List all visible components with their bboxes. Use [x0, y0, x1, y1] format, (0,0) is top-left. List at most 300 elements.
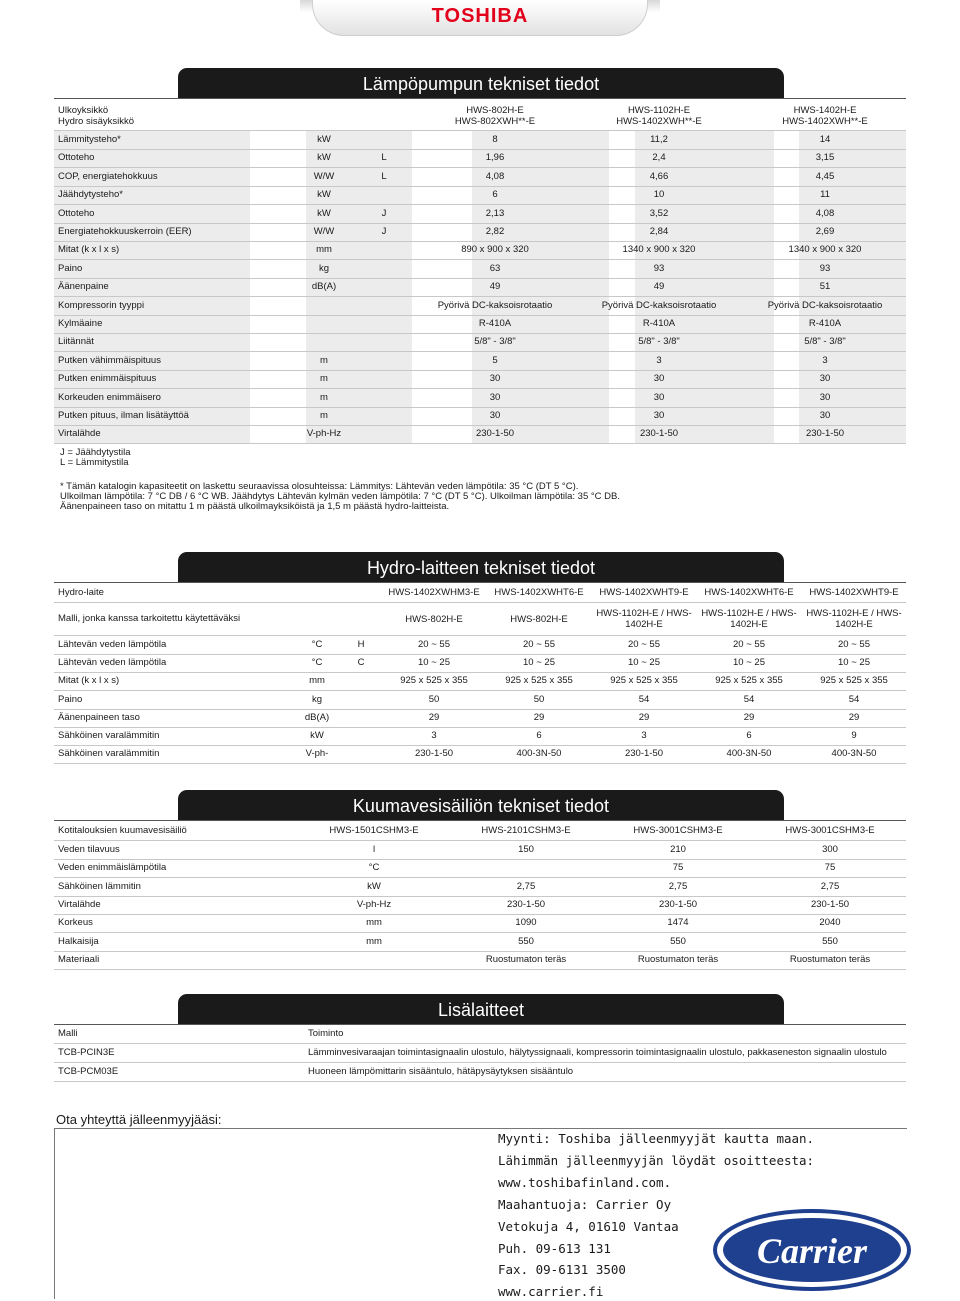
row-value: 890 x 900 x 320 [461, 244, 529, 256]
model-header-line2: HWS-802XWH**-E [454, 116, 536, 127]
row-value: 5/8" - 3/8" [638, 336, 680, 348]
row-value: 6 [492, 189, 498, 201]
row-value: Ruostumaton teräs [637, 953, 719, 965]
row-value: 230-1-50 [639, 428, 679, 440]
row-label: Korkeuden enimmäisero [58, 391, 161, 403]
row-mode [336, 709, 386, 727]
row-unit: kW [367, 880, 381, 892]
tank-header-row [54, 822, 906, 840]
row-value: 3,52 [649, 207, 669, 219]
row-value: 30 [819, 410, 831, 421]
row-value: 2,82 [485, 226, 505, 237]
row-mode: J [381, 207, 387, 219]
row-rule [54, 370, 906, 371]
row-mode [359, 186, 409, 204]
row-value: R-410A [808, 318, 842, 329]
contact-line: Maahantuoja: Carrier Oy [498, 1196, 672, 1212]
row-label: Äänenpaine [58, 281, 109, 293]
row-rule [54, 296, 906, 297]
row-label: Jäähdytysteho* [58, 189, 123, 201]
row-value: 30 [819, 373, 831, 385]
row-value: 925 x 525 x 355 [400, 675, 468, 687]
row-value: 14 [819, 134, 831, 145]
table-row [54, 672, 906, 690]
model-header-line1: HWS-802H-E [466, 105, 524, 116]
row-value: 4,08 [815, 207, 835, 219]
row-value: 11,2 [650, 134, 668, 145]
row-mode: C [357, 657, 365, 669]
row-value: 10 ~ 25 [628, 657, 660, 669]
row-value: Ruostumaton teräs [789, 953, 871, 965]
row-value [456, 859, 596, 877]
footnotes [60, 482, 620, 512]
row-value: Ruostumaton teräs [485, 953, 567, 965]
row-value: 49 [653, 281, 665, 293]
row-label: Ottoteho [58, 152, 95, 164]
row-label: Liitännät [58, 336, 94, 348]
row-rule [54, 333, 906, 334]
table-row [54, 914, 906, 932]
row-rule [54, 278, 906, 279]
table-row [54, 389, 906, 407]
row-rule [54, 259, 906, 260]
toshiba-logo: TOSHIBA [431, 5, 529, 27]
accessory-model: TCB-PCM03E [58, 1065, 119, 1077]
row-unit [324, 951, 424, 969]
tank-header-label: Kotitalouksien kuumavesisäiliö [58, 825, 187, 836]
row-label: Veden tilavuus [58, 844, 120, 855]
hydro-header-rule [54, 602, 906, 603]
row-unit: kW [317, 189, 331, 201]
row-value: 51 [819, 281, 831, 293]
hydro-model: HWS-1402XWHM3-E [388, 587, 480, 598]
row-unit: kW [317, 152, 331, 164]
row-value: 29 [638, 711, 650, 723]
row-value: 50 [533, 693, 545, 705]
row-value: 30 [653, 410, 665, 421]
row-rule [54, 186, 906, 187]
row-unit: m [320, 391, 328, 403]
row-rule [54, 407, 906, 408]
row-unit: W/W [313, 170, 335, 182]
accessory-model: TCB-PCIN3E [58, 1047, 115, 1058]
row-value: 30 [489, 410, 501, 421]
row-value: 20 ~ 55 [838, 639, 870, 650]
table-row [54, 896, 906, 914]
row-label: Putken enimmäispituus [58, 373, 157, 385]
row-mode: H [357, 639, 365, 650]
row-value: 54 [743, 693, 755, 705]
row-rule [54, 388, 906, 389]
row-mode [359, 352, 409, 370]
row-unit: °C [311, 639, 323, 650]
table-row [54, 241, 906, 259]
row-unit: l [372, 844, 376, 855]
row-value: 29 [848, 711, 860, 723]
row-unit: kW [310, 730, 324, 741]
row-value: 63 [489, 262, 501, 274]
row-unit: kg [318, 262, 330, 274]
hydro-header-row [54, 584, 906, 602]
row-unit: V-ph- [305, 748, 329, 760]
heatpump-title: Lämpöpumpun tekniset tiedot [178, 68, 784, 98]
row-value: 2,75 [820, 880, 840, 892]
row-value: 925 x 525 x 355 [505, 675, 573, 687]
row-label: COP, energiatehokkuus [58, 170, 158, 182]
model-header-line1: HWS-1402H-E [793, 105, 857, 116]
row-label: Mitat (k x l x s) [58, 675, 120, 687]
row-value: 925 x 525 x 355 [715, 675, 783, 687]
footnote-2: Ulkoilman lämpötila: 7 °C DB / 6 °C WB. Jäähdytys Lähtevän kylmän veden lämpötila: 7 °C (DT 5 °C). Ulkoilman lämpötila: 35 °C DB. [60, 491, 621, 502]
contact-line: Fax. 09-6131 3500 [498, 1262, 626, 1278]
row-unit: dB(A) [311, 281, 337, 293]
contact-line: Vetokuja 4, 01610 Vantaa [498, 1218, 679, 1234]
row-unit: mm [309, 675, 325, 687]
row-unit: mm [366, 935, 382, 947]
row-value: 550 [822, 935, 838, 947]
row-unit: °C [368, 862, 380, 874]
row-value: 1340 x 900 x 320 [788, 244, 862, 256]
table-row [54, 727, 906, 745]
row-value: 1090 [515, 917, 537, 929]
row-value: 10 [653, 189, 665, 201]
row-rule [54, 204, 906, 205]
row-value: 20 ~ 55 [628, 639, 660, 650]
row-value: 230-1-50 [810, 898, 850, 910]
table-row [54, 425, 906, 443]
row-value: 6 [746, 730, 752, 741]
hydro-header-label: Hydro-laite [58, 587, 104, 598]
row-label: Halkaisija [58, 935, 99, 947]
row-value: 2,75 [516, 880, 536, 892]
row-label: Materiaali [58, 953, 100, 965]
table-row [54, 168, 906, 186]
table-row [54, 205, 906, 223]
contact-line: Puh. 09-613 131 [498, 1240, 611, 1256]
row-unit: mm [316, 244, 332, 256]
row-value: 20 ~ 55 [523, 639, 555, 650]
row-value: 3 [822, 354, 828, 366]
row-mode [336, 691, 386, 709]
row-label: Sähköinen lämmitin [58, 880, 141, 892]
tank-model: HWS-2101CSHM3-E [481, 825, 571, 836]
table-row [54, 841, 906, 859]
row-value: 3 [641, 730, 647, 741]
row-rule [54, 351, 906, 352]
row-value: 93 [653, 262, 665, 274]
brand-tab [312, 0, 648, 36]
row-value: 400-3N-50 [831, 748, 877, 760]
row-label: Kompressorin tyyppi [58, 299, 145, 311]
row-value: Pyörivä DC-kaksoisrotaatio [601, 299, 717, 311]
row-value: R-410A [642, 318, 676, 329]
row-value: 9 [851, 730, 857, 741]
row-value: 93 [819, 262, 831, 274]
row-unit: dB(A) [304, 711, 330, 723]
hydro-title: Hydro-laitteen tekniset tiedot [178, 552, 784, 582]
row-value: 20 ~ 55 [733, 639, 765, 650]
row-rule [54, 1081, 906, 1082]
tank-model: HWS-3001CSHM3-E [785, 825, 875, 836]
row-rule [54, 167, 906, 168]
row-unit: kg [311, 693, 323, 705]
row-unit: mm [366, 917, 382, 929]
row-value: 10 ~ 25 [523, 657, 555, 669]
tank-header-rule [54, 840, 906, 841]
row-value: 1340 x 900 x 320 [622, 244, 696, 256]
row-rule [54, 149, 906, 150]
row-unit: m [320, 354, 328, 366]
table-row [54, 933, 906, 951]
row-unit: kW [317, 207, 331, 219]
row-label: Äänenpaineen taso [58, 711, 140, 723]
row-value: 2,75 [668, 880, 688, 892]
row-label: Paino [58, 693, 83, 705]
row-value: 29 [743, 711, 755, 723]
tank-title-rule [54, 820, 906, 821]
accessories-col-function: Toiminto [308, 1028, 344, 1039]
model-header-line2: HWS-1402XWH**-E [616, 116, 702, 127]
row-rule [54, 690, 906, 691]
row-mode [359, 297, 409, 315]
row-value: 4,45 [815, 170, 835, 182]
table-row [54, 223, 906, 241]
row-mode [359, 333, 409, 351]
row-value: 4,66 [649, 170, 669, 182]
row-mode [359, 425, 409, 443]
row-mode [359, 407, 409, 425]
contact-line: www.carrier.fi [498, 1284, 604, 1300]
row-value: 4,08 [485, 170, 505, 182]
row-value: 925 x 525 x 355 [610, 675, 678, 687]
row-mode [336, 672, 386, 690]
row-rule [54, 859, 906, 860]
contact-line: www.toshibafinland.com. [498, 1174, 672, 1190]
row-value: 230-1-50 [624, 748, 664, 760]
table-row [54, 297, 906, 315]
row-value: 2,69 [815, 226, 835, 237]
heatpump-header [54, 103, 906, 129]
row-value: R-410A [478, 318, 512, 329]
header-label-outdoor: Ulkoyksikkö [58, 105, 109, 116]
row-value: 150 [518, 844, 534, 855]
row-rule [54, 241, 906, 242]
hydro-title-rule [54, 582, 906, 583]
row-mode [336, 727, 386, 745]
hydro-compat-label: Malli, jonka kanssa tarkoitettu käytettäväksi [58, 613, 241, 624]
row-value: 400-3N-50 [726, 748, 772, 760]
row-value: 75 [672, 862, 684, 874]
table-row [54, 859, 906, 877]
row-value: 54 [638, 693, 650, 705]
row-unit: V-ph-Hz [356, 898, 392, 910]
row-value: 8 [492, 134, 498, 145]
row-rule [54, 654, 906, 655]
row-value: 49 [489, 281, 501, 293]
tank-title: Kuumavesisäiliön tekniset tiedot [178, 790, 784, 820]
row-value: 30 [489, 373, 501, 385]
row-mode: L [381, 152, 387, 164]
row-value: 300 [822, 844, 838, 855]
row-rule [54, 914, 906, 915]
row-mode: L [381, 170, 387, 182]
carrier-logo-text: Carrier [756, 1231, 868, 1271]
row-value: 10 ~ 25 [418, 657, 450, 669]
row-unit: m [320, 410, 328, 421]
hydro-model: HWS-1402XWHT6-E [494, 587, 584, 598]
row-rule [54, 727, 906, 728]
table-row [54, 149, 906, 167]
row-value: 210 [670, 844, 686, 855]
hydro-compat-line1: HWS-802H-E [405, 614, 463, 625]
row-value: 30 [819, 391, 831, 403]
row-label: Veden enimmäislämpötila [58, 862, 167, 874]
row-value: 230-1-50 [475, 428, 515, 440]
row-label: Energiatehokkuuskerroin (EER) [58, 226, 192, 237]
row-value: 54 [848, 693, 860, 705]
row-label: Sähköinen varalämmitin [58, 730, 160, 741]
row-label: Lähtevän veden lämpötila [58, 639, 167, 650]
table-row [54, 370, 906, 388]
row-value: 550 [670, 935, 686, 947]
row-label: Virtalähde [58, 428, 101, 440]
table-row [54, 131, 906, 149]
row-label: Paino [58, 262, 83, 274]
table-row [54, 278, 906, 296]
row-rule [54, 443, 906, 444]
row-value: Pyörivä DC-kaksoisrotaatio [437, 299, 553, 311]
row-rule [54, 672, 906, 673]
row-value: 230-1-50 [805, 428, 845, 440]
footnote-1: * Tämän katalogin kapasiteetit on laskettu seuraavissa olosuhteissa: Lämmitys: Lähtevän veden lämpötila: 35 °C (DT 5 °C). [60, 481, 579, 492]
hydro-compat-row [54, 607, 906, 633]
legend-cooling: J = Jäähdytystila [60, 447, 131, 458]
header-rule [54, 130, 906, 131]
row-unit: W/W [313, 226, 335, 237]
model-header-line2: HWS-1402XWH**-E [782, 116, 868, 127]
row-label: Sähköinen varalämmitin [58, 748, 160, 760]
row-value: 550 [518, 935, 534, 947]
row-mode [359, 241, 409, 259]
row-value: 3 [431, 730, 437, 741]
row-label: Virtalähde [58, 898, 101, 910]
table-row [54, 1063, 906, 1081]
row-value: 2,84 [649, 226, 669, 237]
header-label-hydro: Hydro sisäyksikkö [58, 116, 135, 127]
row-rule [54, 1062, 906, 1063]
row-mode: J [381, 226, 387, 237]
table-row [54, 745, 906, 763]
row-value: 75 [824, 862, 836, 874]
model-header-line1: HWS-1102H-E [627, 105, 691, 116]
hydro-compat-line1: HWS-1102H-E / HWS- [596, 608, 692, 619]
accessories-title: Lisälaitteet [178, 994, 784, 1024]
row-rule [54, 315, 906, 316]
row-mode [359, 131, 409, 149]
table-row [54, 407, 906, 425]
table-row [54, 951, 906, 969]
hydro-model: HWS-1402XWHT6-E [704, 587, 794, 598]
row-unit: m [320, 373, 328, 385]
hydro-compat-line1: HWS-802H-E [510, 614, 568, 625]
footnote-3: Äänenpaineen taso on mitattu 1 m päästä ulkoilmayksiköistä ja 1,5 m päästä hydro-laitteista. [60, 501, 450, 512]
row-value: 230-1-50 [414, 748, 454, 760]
hydro-model: HWS-1402XWHT9-E [599, 587, 689, 598]
accessory-function: Lämminvesivaraajan toimintasignaalin ulostulo, hälytyssignaali, kompressorin toimintasignaalin ulostulo, pakkaseneston signaalin ulostulo [308, 1047, 887, 1058]
row-label: Putken vähimmäispituus [58, 354, 161, 366]
row-mode [359, 389, 409, 407]
table-row [54, 260, 906, 278]
row-value: 11 [820, 189, 830, 201]
hydro-compat-rule [54, 635, 906, 636]
row-value: 3 [656, 354, 662, 366]
hydro-compat-line1: HWS-1102H-E / HWS- [806, 608, 902, 619]
row-rule [54, 951, 906, 952]
tank-model: HWS-1501CSHM3-E [329, 825, 419, 836]
row-shade [54, 260, 250, 278]
row-value: Pyörivä DC-kaksoisrotaatio [767, 299, 883, 311]
row-label: Lämmitysteho* [58, 134, 121, 145]
row-unit: kW [317, 134, 331, 145]
row-value: 50 [428, 693, 440, 705]
row-value: 3,15 [815, 152, 835, 164]
mode-legend [60, 448, 131, 468]
hydro-compat-line2: 1402H-E [625, 619, 663, 630]
row-value: 20 ~ 55 [418, 639, 450, 650]
row-value: 230-1-50 [658, 898, 698, 910]
row-value: 6 [536, 730, 542, 741]
accessories-header-row [54, 1025, 906, 1043]
row-label: Kylmäaine [58, 318, 103, 329]
row-unit: °C [311, 657, 323, 669]
row-unit: V-ph-Hz [306, 428, 342, 440]
table-row [54, 878, 906, 896]
carrier-logo [712, 1208, 912, 1292]
row-value: 30 [653, 391, 665, 403]
row-value: 2040 [819, 917, 841, 929]
row-value: 2,13 [485, 207, 505, 219]
tank-model: HWS-3001CSHM3-E [633, 825, 723, 836]
contact-title: Ota yhteyttä jälleenmyyjääsi: [56, 1112, 222, 1127]
row-label: Putken pituus, ilman lisätäyttöä [58, 410, 189, 421]
row-mode [359, 370, 409, 388]
hydro-compat-line2: 1402H-E [835, 619, 873, 630]
row-rule [54, 969, 906, 970]
row-mode [359, 278, 409, 296]
row-value: 230-1-50 [506, 898, 546, 910]
row-value: 2,4 [652, 152, 666, 164]
row-value: 29 [533, 711, 545, 723]
hydro-compat-line1: HWS-1102H-E / HWS- [701, 608, 797, 619]
row-rule [54, 896, 906, 897]
row-mode [359, 315, 409, 333]
row-mode [359, 260, 409, 278]
row-rule [54, 425, 906, 426]
accessory-function: Huoneen lämpömittarin sisääntulo, hätäpysäytyksen sisääntulo [308, 1065, 574, 1077]
row-label: Lähtevän veden lämpötila [58, 657, 167, 669]
contact-line: Myynti: Toshiba jälleenmyyjät kautta maan. [498, 1131, 815, 1146]
row-label: Korkeus [58, 917, 93, 929]
table-row [54, 315, 906, 333]
row-value: 30 [489, 391, 501, 403]
hydro-compat-line2: 1402H-E [730, 619, 768, 630]
row-value: 5 [492, 354, 498, 366]
table-row [54, 1044, 906, 1062]
row-rule [54, 709, 906, 710]
row-rule [54, 877, 906, 878]
table-row [54, 333, 906, 351]
row-value: 1,96 [485, 152, 505, 164]
